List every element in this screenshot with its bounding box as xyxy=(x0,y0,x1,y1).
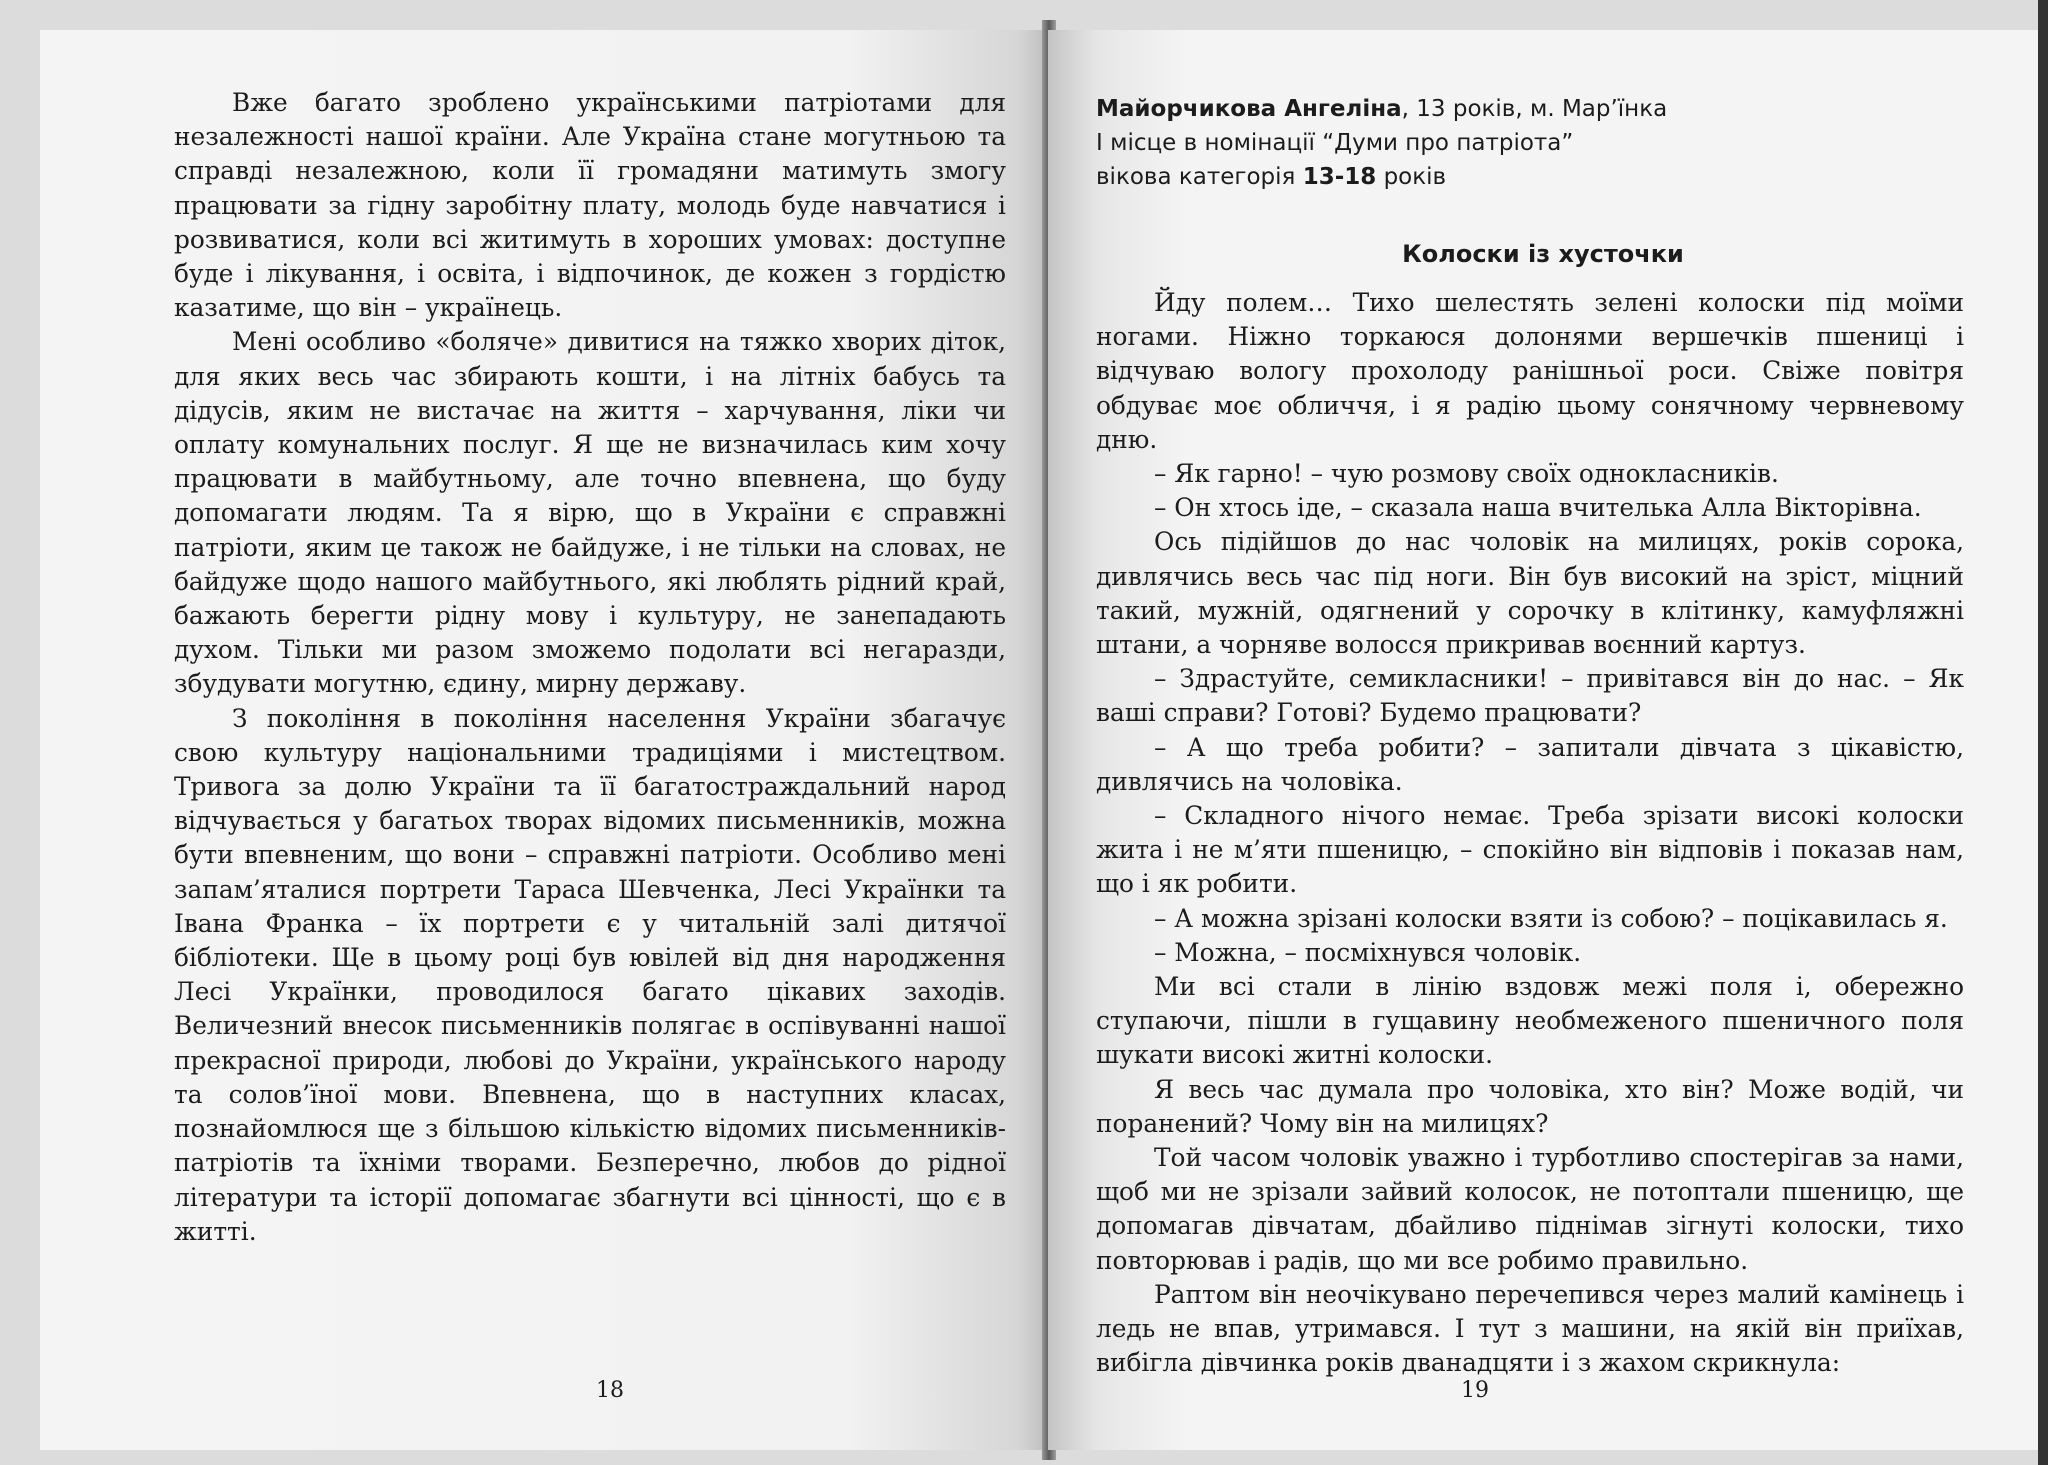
paragraph: Ось підійшов до нас чоловік на милицях, років сорока, дивлячись весь час під ноги. Він був високий на зріст, міцний такий, мужній, одягнений у сорочку в клітинку, камуфляжні штани, а чорняве волосся прикривав воєнний картуз. xyxy=(1096,527,1964,660)
age-range: 13-18 xyxy=(1302,164,1377,190)
right-text xyxy=(1096,286,1964,1381)
paragraph: – А можна зрізані колоски взяти із собою? – поцікавилась я. xyxy=(1154,903,1948,933)
page-number-left: 18 xyxy=(596,1378,624,1403)
page-number-right: 19 xyxy=(1461,1378,1489,1403)
story-title: Колоски із хусточки xyxy=(1402,240,1684,268)
paragraph: Я весь час думала про чоловіка, хто він? Може водій, чи поранений? Чому він на милицях? xyxy=(1096,1074,1964,1138)
left-text xyxy=(174,86,1006,1249)
scan-edge xyxy=(2038,0,2048,1465)
author-info: , 13 років, м. Мар’їнка xyxy=(1401,96,1668,122)
paragraph: – Здрастуйте, семикласники! – привітався він до нас. – Як ваші справи? Готові? Будемо працювати? xyxy=(1096,664,1964,728)
paragraph: Вже багато зроблено українськими патріотами для незалежності нашої країни. Але Україна стане могутньою та справді незалежною, коли її громадяни матимуть змогу працювати за гідну заробітну плату, молодь буде навчатися і розвиватися, коли всі житимуть в хороших умовах: доступне буде і лікування, і освіта, і відпочинок, де кожен з гордістю казатиме, що він – українець. xyxy=(174,88,1006,323)
paragraph: – Складного нічого немає. Треба зрізати високі колоски жита і не м’яти пшеницю, – спокійно він відповів і показав нам, що і як робити. xyxy=(1096,801,1964,899)
age-suffix: років xyxy=(1376,164,1447,190)
left-page xyxy=(40,30,1048,1450)
author-line xyxy=(1096,92,1976,126)
place-line: І місце в номінації “Думи про патріота” xyxy=(1096,130,1574,156)
author-header xyxy=(1096,92,1976,194)
paragraph: – Можна, – посміхнувся чоловік. xyxy=(1154,937,1582,967)
paragraph: – Он хтось іде, – сказала наша вчителька Алла Вікторівна. xyxy=(1154,493,1922,523)
age-prefix: вікова категорія xyxy=(1096,164,1303,190)
paragraph: Раптом він неочікувано перечепився через малий камінець і ледь не впав, утримався. І тут з машини, на якій він приїхав, вибігла дівчинка років дванадцяти і з жахом скрикнула: xyxy=(1096,1279,1964,1378)
paragraph: Йду полем… Тихо шелестять зелені колоски під моїми ногами. Ніжно торкаюся долонями вершечків пшениці і відчуваю вологу прохолоду ранішньої роси. Свіже повітря обдуває моє обличчя, і я радію цьому сонячному червневому дню. xyxy=(1096,288,1964,454)
right-page xyxy=(1048,30,2038,1450)
paragraph: – Як гарно! – чую розмову своїх однокласників. xyxy=(1154,459,1779,489)
paragraph: Мені особливо «боляче» дивитися на тяжко хворих діток, для яких весь час збирають кошти, і на літніх бабусь та дідусів, яким не вистачає на життя – харчування, ліки чи оплату комунальних послуг. Я ще не визначилась ким хочу працювати в майбутньому, але точно впевнена, що буду допомагати людям. Та я вірю, що в України є справжні патріоти, яким це також не байдуже, і не тільки на словах, не байдуже щодо нашого майбутнього, які люблять рідний край, бажають берегти рідну мову і культуру, не занепадають духом. Тільки ми разом зможемо подолати всі негаразди, збудувати могутню, єдину, мирну державу. xyxy=(174,327,1006,699)
paragraph: З покоління в покоління населення України збагачує свою культуру національними традиціями і мистецтвом. Тривога за долю України та її багатостраждальний народ відчувається у багатьох творах відомих письменників, можна бути впевненим, що вони – справжні патріоти. Особливо мені запам’яталися портрети Тараса Шевченка, Лесі Українки та Івана Франка – їх портрети є у читальній залі дитячої бібліотеки. Ще в цьому році був ювілей від дня народження Лесі Українки, проводилося багато цікавих заходів. Величезний внесок письменників полягає в оспівуванні нашої прекрасної природи, любові до України, українського народу та солов’їної мови. Впевнена, що в наступних класах, познайомлюся ще з більшою кількістю відомих письменників-патріотів та їхніми творами. Безперечно, любов до рідної літератури та історії допомагає збагнути всі цінності, що є в житті. xyxy=(174,703,1006,1246)
paragraph: – А що треба робити? – запитали дівчата з цікавістю, дивлячись на чоловіка. xyxy=(1096,732,1964,796)
author-name: Майорчикова Ангеліна xyxy=(1096,96,1402,122)
paragraph: Той часом чоловік уважно і турботливо спостерігав за нами, щоб ми не зрізали зайвий колосок, не потоптали пшеницю, ще допомагав дівчатам, дбайливо піднімав зігнуті колоски, тихо повторював і радів, що ми все робимо правильно. xyxy=(1096,1143,1964,1275)
paragraph: Ми всі стали в лінію вздовж межі поля і, обережно ступаючи, пішли в гущавину необмеженого пшеничного поля шукати високі житні колоски. xyxy=(1096,972,1964,1070)
age-line xyxy=(1096,160,1976,194)
